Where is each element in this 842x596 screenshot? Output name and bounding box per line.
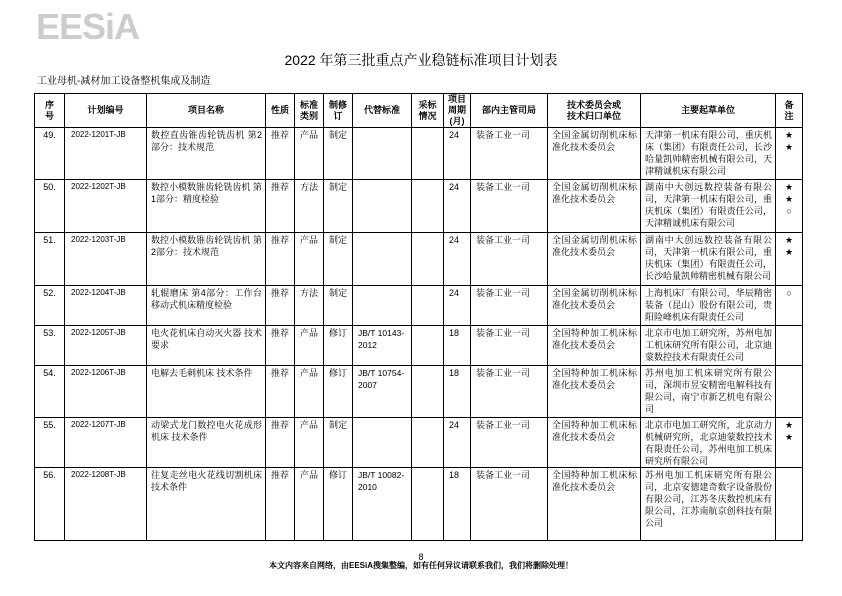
- revision-type-cell: 制定: [324, 418, 353, 468]
- nature-cell: 推荐: [266, 366, 295, 418]
- plan-number-cell: 2022-1207T-JB: [65, 418, 147, 468]
- circle-mark: ○: [786, 288, 792, 298]
- plan-number-cell: 2022-1208T-JB: [65, 468, 147, 541]
- technical-committee-cell: 全国金属切削机床标准化技术委员会: [548, 128, 641, 180]
- page-number: 8: [418, 552, 424, 562]
- replaced-standard-cell: JB/T 10082-2010: [353, 468, 412, 541]
- revision-type-cell: 修订: [324, 366, 353, 418]
- technical-committee-cell: 全国金属切削机床标准化技术委员会: [548, 180, 641, 233]
- adoption-cell: [412, 366, 444, 418]
- drafting-units-cell: 北京市电加工研究所，北京动力机械研究所，北京迪蒙数控技术有限责任公司，苏州电加工机床研究所有限公司: [641, 418, 776, 468]
- department-cell: 装备工业一司: [471, 366, 548, 418]
- nature-cell: 推荐: [266, 180, 295, 233]
- adoption-cell: [412, 326, 444, 366]
- department-cell: 装备工业一司: [471, 233, 548, 286]
- standard-category-cell: 方法: [295, 286, 324, 326]
- header-drafting-units: 主要起草单位: [641, 94, 776, 128]
- serial-number-cell: 56.: [35, 468, 65, 541]
- project-plan-table: [34, 93, 803, 541]
- star-mark: ★: [784, 247, 794, 257]
- star-mark: ★: [784, 235, 794, 245]
- cycle-months-cell: 24: [444, 286, 471, 326]
- project-name-cell: 往复走丝电火花线切割机床 技术条件: [147, 468, 266, 541]
- standard-category-cell: 产品: [295, 366, 324, 418]
- revision-type-cell: 制定: [324, 233, 353, 286]
- technical-committee-cell: 全国金属切削机床标准化技术委员会: [548, 286, 641, 326]
- technical-committee-cell: 全国特种加工机床标准化技术委员会: [548, 366, 641, 418]
- header-remarks: 备 注: [776, 94, 803, 128]
- revision-type-cell: 制定: [324, 286, 353, 326]
- drafting-units-cell: 苏州电加工机床研究所有限公司，深圳市昱安精密电解科技有限公司，南宁市新艺机电有限公司: [641, 366, 776, 418]
- department-cell: 装备工业一司: [471, 286, 548, 326]
- nature-cell: 推荐: [266, 468, 295, 541]
- project-name-cell: 数控小模数锥齿轮铣齿机 第1部分：精度检验: [147, 180, 266, 233]
- project-name-cell: 动梁式龙门数控电火花成形机床 技术条件: [147, 418, 266, 468]
- replaced-standard-cell: [353, 128, 412, 180]
- star-mark: ★: [784, 142, 794, 152]
- brand-logo: EESiA: [36, 6, 140, 47]
- revision-type-cell: 制定: [324, 128, 353, 180]
- nature-cell: 推荐: [266, 128, 295, 180]
- remarks-cell: [776, 366, 803, 418]
- serial-number-cell: 53.: [35, 326, 65, 366]
- star-mark: ★: [784, 432, 794, 442]
- header-revision-type: 制修 订: [324, 94, 353, 128]
- standard-category-cell: 产品: [295, 418, 324, 468]
- nature-cell: 推荐: [266, 326, 295, 366]
- header-replaced-standard: 代替标准: [353, 94, 412, 128]
- project-name-cell: 电解去毛刺机床 技术条件: [147, 366, 266, 418]
- header-adoption: 采标 情况: [412, 94, 444, 128]
- serial-number-cell: 55.: [35, 418, 65, 468]
- remarks-cell: [776, 286, 803, 326]
- drafting-units-cell: 湖南中大创远数控装备有限公司，天津第一机床有限公司，重庆机床（集团）有限责任公司，长沙哈量凯帅精密机械有限公司: [641, 233, 776, 286]
- star-mark: ★: [784, 194, 794, 204]
- cycle-months-cell: 24: [444, 128, 471, 180]
- project-name-cell: 轧辊磨床 第4部分：工作台移动式机床精度检验: [147, 286, 266, 326]
- drafting-units-cell: 湖南中大创远数控装备有限公司，天津第一机床有限公司，重庆机床（集团）有限责任公司，天津精诚机床有限公司: [641, 180, 776, 233]
- technical-committee-cell: 全国金属切削机床标准化技术委员会: [548, 233, 641, 286]
- technical-committee-cell: 全国特种加工机床标准化技术委员会: [548, 418, 641, 468]
- serial-number-cell: 50.: [35, 180, 65, 233]
- cycle-months-cell: 18: [444, 366, 471, 418]
- plan-number-cell: 2022-1206T-JB: [65, 366, 147, 418]
- plan-number-cell: 2022-1201T-JB: [65, 128, 147, 180]
- header-standard-category: 标准 类别: [295, 94, 324, 128]
- section-heading: 工业母机-减材加工设备整机集成及制造: [37, 76, 211, 87]
- circle-mark: ○: [786, 206, 792, 216]
- serial-number-cell: 52.: [35, 286, 65, 326]
- plan-number-cell: 2022-1202T-JB: [65, 180, 147, 233]
- header-department: 部内主管司局: [471, 94, 548, 128]
- project-name-cell: 数控小模数锥齿轮铣齿机 第2部分：技术规范: [147, 233, 266, 286]
- department-cell: 装备工业一司: [471, 180, 548, 233]
- replaced-standard-cell: [353, 418, 412, 468]
- standard-category-cell: 产品: [295, 128, 324, 180]
- remarks-cell: [776, 468, 803, 541]
- replaced-standard-cell: [353, 286, 412, 326]
- standard-category-cell: 产品: [295, 326, 324, 366]
- plan-number-cell: 2022-1203T-JB: [65, 233, 147, 286]
- technical-committee-cell: 全国特种加工机床标准化技术委员会: [548, 468, 641, 541]
- nature-cell: 推荐: [266, 286, 295, 326]
- cycle-months-cell: 18: [444, 468, 471, 541]
- serial-number-cell: 51.: [35, 233, 65, 286]
- remarks-cell: [776, 128, 803, 180]
- replaced-standard-cell: [353, 233, 412, 286]
- nature-cell: 推荐: [266, 233, 295, 286]
- replaced-standard-cell: JB/T 10143-2012: [353, 326, 412, 366]
- plan-number-cell: 2022-1205T-JB: [65, 326, 147, 366]
- adoption-cell: [412, 180, 444, 233]
- revision-type-cell: 修订: [324, 468, 353, 541]
- adoption-cell: [412, 418, 444, 468]
- adoption-cell: [412, 468, 444, 541]
- department-cell: 装备工业一司: [471, 468, 548, 541]
- drafting-units-cell: 北京市电加工研究所，苏州电加工机床研究所有限公司，北京迪蒙数控技术有限责任公司: [641, 326, 776, 366]
- header-technical-committee: 技术委员会或 技术归口单位: [548, 94, 641, 128]
- cycle-months-cell: 24: [444, 418, 471, 468]
- drafting-units-cell: 上海机床厂有限公司，华辰精密装备（昆山）股份有限公司，贵阳险峰机床有限责任公司: [641, 286, 776, 326]
- cycle-months-cell: 24: [444, 233, 471, 286]
- revision-type-cell: 修订: [324, 326, 353, 366]
- standard-category-cell: 产品: [295, 468, 324, 541]
- star-mark: ★: [784, 420, 794, 430]
- adoption-cell: [412, 128, 444, 180]
- department-cell: 装备工业一司: [471, 418, 548, 468]
- disclaimer-footer: 本文内容来自网络，由EESiA搜集整编，如有任何异议请联系我们，我们将删除处理！: [268, 561, 573, 570]
- star-mark: ★: [784, 130, 794, 140]
- page-title: 2022 年第三批重点产业稳链标准项目计划表: [284, 52, 558, 68]
- revision-type-cell: 制定: [324, 180, 353, 233]
- drafting-units-cell: 天津第一机床有限公司，重庆机床（集团）有限责任公司，长沙哈量凯帅精密机械有限公司，天津精诚机床有限公司: [641, 128, 776, 180]
- remarks-cell: [776, 233, 803, 286]
- header-plan-number: 计划编号: [65, 94, 147, 128]
- remarks-cell: [776, 326, 803, 366]
- plan-number-cell: 2022-1204T-JB: [65, 286, 147, 326]
- drafting-units-cell: 苏州电加工机床研究所有限公司，北京安德建奇数字设备股份有限公司，江苏冬庆数控机床有限公司，江苏南航京创科技有限公司: [641, 468, 776, 541]
- nature-cell: 推荐: [266, 418, 295, 468]
- serial-number-cell: 49.: [35, 128, 65, 180]
- department-cell: 装备工业一司: [471, 326, 548, 366]
- header-serial-number: 序 号: [35, 94, 65, 128]
- adoption-cell: [412, 286, 444, 326]
- replaced-standard-cell: [353, 180, 412, 233]
- project-name-cell: 数控直齿锥齿轮铣齿机 第2部分：技术规范: [147, 128, 266, 180]
- standard-category-cell: 产品: [295, 233, 324, 286]
- cycle-months-cell: 18: [444, 326, 471, 366]
- replaced-standard-cell: JB/T 10754-2007: [353, 366, 412, 418]
- header-cycle-months: 项目 周期 (月): [444, 94, 471, 128]
- standard-category-cell: 方法: [295, 180, 324, 233]
- header-project-name: 项目名称: [147, 94, 266, 128]
- department-cell: 装备工业一司: [471, 128, 548, 180]
- cycle-months-cell: 24: [444, 180, 471, 233]
- project-name-cell: 电火花机床自动灭火器 技术要求: [147, 326, 266, 366]
- remarks-cell: [776, 418, 803, 468]
- remarks-cell: [776, 180, 803, 233]
- header-nature: 性质: [266, 94, 295, 128]
- adoption-cell: [412, 233, 444, 286]
- star-mark: ★: [784, 182, 794, 192]
- serial-number-cell: 54.: [35, 366, 65, 418]
- technical-committee-cell: 全国特种加工机床标准化技术委员会: [548, 326, 641, 366]
